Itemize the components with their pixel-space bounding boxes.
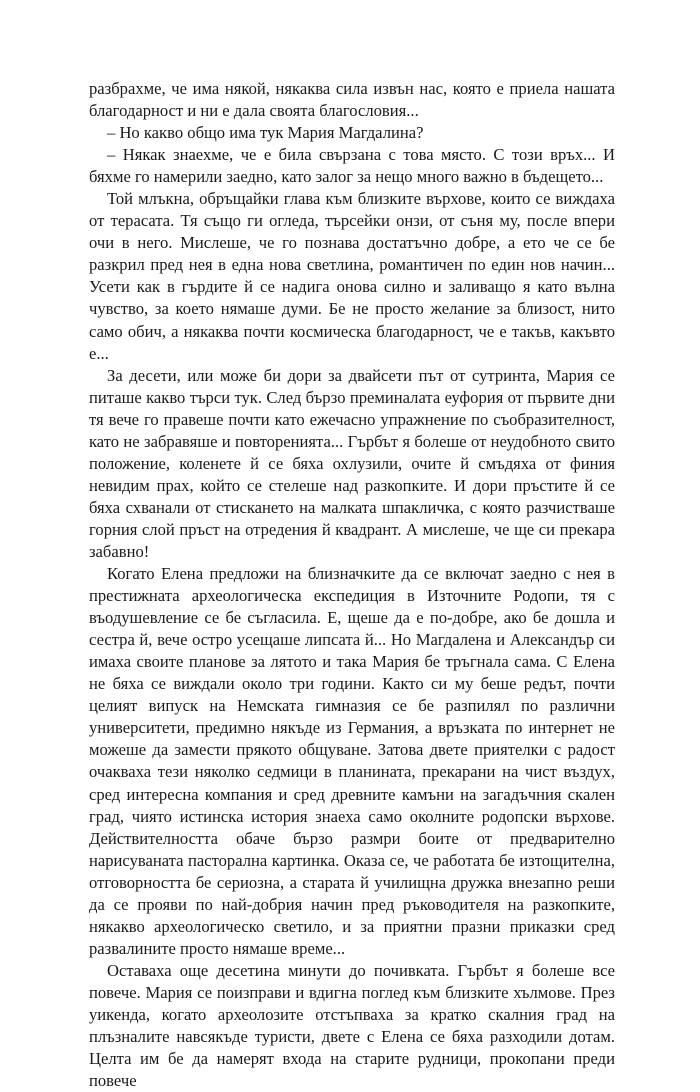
paragraph: разбрахме, че има някой, някаква сила извън нас, която е приела нашата благодарност и ни е дала своята благословия... [89, 79, 615, 121]
paragraph: – Но какво общо има тук Мария Магдалина? [107, 123, 424, 143]
paragraph: – Някак знаехме, че е била свързана с това място. С този връх... И бяхме го намерили заедно, като залог за нещо много важно в бъдещето... [89, 145, 615, 187]
paragraph: Оставаха още десетина минути до почивката. Гърбът я болеше все повече. Мария се поизправи и вдигна поглед към близките хълмове. През уикенда, когато археолозите отстъпваха за кратко скалния град на плъзналите навсякъде туристи, двете с Елена се бяха разходили дотам. Целта им бе да намерят входа на старите рудници, прокопани преди повече [89, 960, 615, 1091]
paragraph: Той млъкна, обръщайки глава към близките върхове, които се виждаха от терасата. Тя също ги огледа, търсейки онзи, от съня му, после впери очи в него. Мислеше, че го познава достатъчно добре, а ето че се бе разкрил пред нея в една нова светлина, романтичен по един нов начин... Усети как в гърдите й се надига онова силно и заливащо я като вълна чувство, за което нямаше думи. Бе не просто желание за близост, нито само обич, а някаква почти космическа благодарност, че е такъв, какъвто е... [89, 189, 615, 363]
document-page [89, 78, 615, 1092]
paragraph: За десети, или може би дори за двайсети път от сутринта, Мария се питаше какво търси тук. След бързо преминалата еуфория от първите дни тя вече го правеше почти като ежечасно упражнение по съобразителност, като не забравяше и повторенията... Гърбът я болеше от неудобното свито положение, коленете й се бяха охлузили, очите й смъдяха от финия невидим прах, който се стелеше над разкопките. И дори пръстите й се бяха схванали от стискането на малката шпакличка, с която разчистваше горния слой пръст на отредения й квадрант. А мислеше, че ще си прекара забавно! [89, 365, 615, 561]
paragraph: Когато Елена предложи на близначките да се включат заедно с нея в престижната археологическа експедиция в Източните Родопи, тя с въодушевление се бе съгласила. Е, щеше да е по-добре, ако бе дошла и сестра й, вече остро усещаше липсата й... Но Магдалена и Александър си имаха своите планове за лятото и така Мария бе тръгнала сама. С Елена не бяха се виждали около три години. Както си му беше редът, почти целият випуск на Немската гимназия се бе разпилял по различни университети, предимно някъде из Германия, а връзката по интернет не можеше да замести прякото общуване. Затова двете приятелки с радост очакваха тези няколко седмици в планината, прекарани на чист въздух, сред интересна компания и сред древните камъни на загадъчния скален град, чиято истинска история знаеха само околните родопски върхове. Действителността обаче бързо размри боите от предварително нарисуваната пасторална картинка. Оказа се, че работата бе изтощителна, отговорността бе сериозна, а старата й училищна дружка внезапно реши да се прояви по най-добрия начин пред ръководителя на разкопките, някакво археологическо светило, и за приятни празни приказки сред развалините просто нямаше време... [89, 564, 615, 958]
